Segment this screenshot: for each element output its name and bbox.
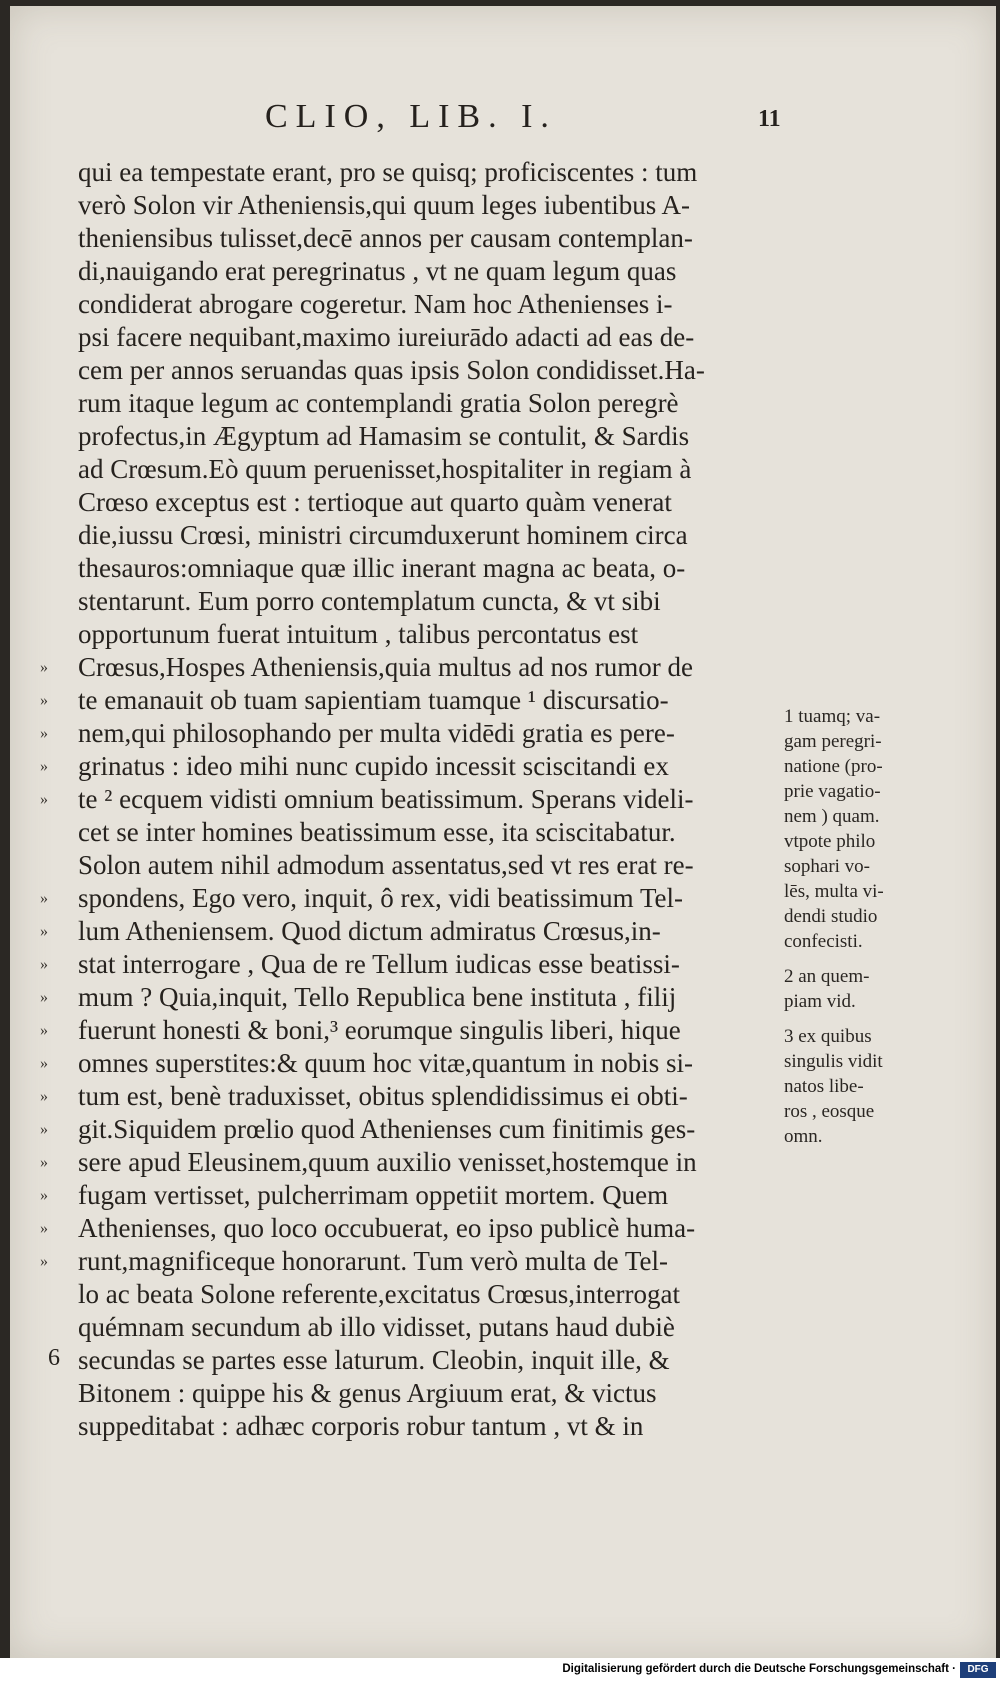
quote-mark: » <box>40 890 48 907</box>
page-number: 11 <box>758 106 781 132</box>
side-note-line: singulis vidit <box>784 1051 883 1072</box>
side-note-line: natione (pro- <box>784 756 883 777</box>
quote-mark: » <box>40 1154 48 1171</box>
quote-mark: » <box>40 1022 48 1039</box>
side-note-line: sophari vo- <box>784 856 871 877</box>
quote-mark <box>40 816 80 849</box>
side-note-line: lēs, multa vi- <box>784 881 884 902</box>
text-line: te ² ecquem vidisti omnium beatissimum. Sperans videli- <box>78 784 694 814</box>
text-line: fugam vertisset, pulcherrimam oppetiit mortem. Quem <box>78 1180 669 1210</box>
digitization-footer <box>0 1658 1000 1684</box>
quote-mark: » <box>40 692 48 709</box>
quote-mark: » <box>40 1088 48 1105</box>
text-line: te emanauit ob tuam sapientiam tuamque ¹ discursatio- <box>78 685 669 715</box>
side-note-line: omn. <box>784 1126 823 1147</box>
quote-mark: » <box>40 791 48 808</box>
text-line: runt,magnificeque honorarunt. Tum verò multa de Tel- <box>78 1246 668 1276</box>
quote-mark: » <box>40 1187 48 1204</box>
running-title: CLIO, LIB. I. <box>265 98 557 135</box>
quote-mark: » <box>40 923 48 940</box>
text-line: Bitonem : quippe his & genus Argiuum erat, & victus <box>78 1378 657 1408</box>
text-line: opportunum fuerat intuitum , talibus percontatus est <box>78 619 639 649</box>
margin-number: 6 <box>48 1345 60 1371</box>
text-line: cet se inter homines beatissimum esse, ita sciscitabatur. <box>78 817 676 847</box>
quote-mark <box>40 849 80 882</box>
side-note-line: prie vagatio- <box>784 781 881 802</box>
side-note-line: gam peregri- <box>784 731 882 752</box>
side-notes-column <box>784 704 934 1159</box>
text-line: secundas se partes esse laturum. Cleobin, inquit ille, & <box>78 1345 670 1375</box>
side-note <box>784 964 934 1014</box>
side-note-line: dendi studio <box>784 906 878 927</box>
side-note-line: natos libe- <box>784 1076 864 1097</box>
text-line: stentarunt. Eum porro contemplatum cuncta, & vt sibi <box>78 586 661 616</box>
quote-mark: » <box>40 989 48 1006</box>
quote-mark: » <box>40 725 48 742</box>
quote-mark: » <box>40 1253 48 1270</box>
text-line: theniensibus tulisset,decē annos per causam contemplan- <box>78 223 693 253</box>
side-note-line: piam vid. <box>784 991 856 1012</box>
text-line: verò Solon vir Atheniensis,qui quum leges iubentibus A- <box>78 190 690 220</box>
book-page <box>10 6 996 1658</box>
side-note <box>784 1024 934 1149</box>
text-line: spondens, Ego vero, inquit, ô rex, vidi beatissimum Tel- <box>78 883 684 913</box>
text-line: sere apud Eleusinem,quum auxilio venisset,hostemque in <box>78 1147 697 1177</box>
text-line: Crœsus,Hospes Atheniensis,quia multus ad nos rumor de <box>78 652 693 682</box>
main-text-block <box>78 156 778 1443</box>
text-line: stat interrogare , Qua de re Tellum iudicas esse beatissi- <box>78 949 680 979</box>
quote-mark: » <box>40 1121 48 1138</box>
text-line: git.Siquidem prœlio quod Athenienses cum finitimis ges- <box>78 1114 696 1144</box>
quote-mark: » <box>40 659 48 676</box>
text-line: thesauros:omniaque quæ illic inerant magna ac beata, o- <box>78 553 686 583</box>
side-note <box>784 704 934 954</box>
dfg-logo: DFG <box>960 1662 996 1678</box>
text-line: profectus,in Ægyptum ad Hamasim se contulit, & Sardis <box>78 421 690 451</box>
side-note-line: ros , eosque <box>784 1101 875 1122</box>
text-line: die,iussu Crœsi, ministri circumduxerunt hominem circa <box>78 520 688 550</box>
text-line: lum Atheniensem. Quod dictum admiratus Crœsus,in- <box>78 916 661 946</box>
funding-credit: Digitalisierung gefördert durch die Deutsche Forschungsgemeinschaft · <box>562 1663 956 1675</box>
text-line: Crœso exceptus est : tertioque aut quarto quàm venerat <box>78 487 672 517</box>
text-line: Solon autem nihil admodum assentatus,sed vt res erat re- <box>78 850 694 880</box>
text-line: nem,qui philosophando per multa vidēdi gratia es pere- <box>78 718 675 748</box>
text-line: omnes superstites:& quum hoc vitæ,quantum in nobis si- <box>78 1048 693 1078</box>
quote-mark: » <box>40 1055 48 1072</box>
text-line: grinatus : ideo mihi nunc cupido incessit sciscitandi ex <box>78 751 669 781</box>
text-line: condiderat abrogare cogeretur. Nam hoc Athenienses i- <box>78 289 673 319</box>
side-note-line: nem ) quam. <box>784 806 880 827</box>
quote-mark: » <box>40 956 48 973</box>
side-note-line: 1 tuamq; va- <box>784 706 881 727</box>
quote-mark: » <box>40 1220 48 1237</box>
text-line: ad Crœsum.Eò quum peruenisset,hospitaliter in regiam à <box>78 454 692 484</box>
side-note-line: 3 ex quibus <box>784 1026 872 1047</box>
side-note-line: 2 an quem- <box>784 966 870 987</box>
quotation-marks-column <box>40 651 80 1278</box>
text-line: lo ac beata Solone referente,excitatus Crœsus,interrogat <box>78 1279 681 1309</box>
text-line: quémnam secundum ab illo vidisset, putans haud dubiè <box>78 1312 675 1342</box>
quote-mark: » <box>40 758 48 775</box>
side-note-line: vtpote philo <box>784 831 876 852</box>
text-line: cem per annos seruandas quas ipsis Solon condidisset.Ha- <box>78 355 705 385</box>
text-line: di,nauigando erat peregrinatus , vt ne quam legum quas <box>78 256 677 286</box>
text-line: Athenienses, quo loco occubuerat, eo ipso publicè huma- <box>78 1213 696 1243</box>
text-line: mum ? Quia,inquit, Tello Republica bene instituta , filij <box>78 982 677 1012</box>
text-line: rum itaque legum ac contemplandi gratia Solon peregrè <box>78 388 679 418</box>
text-line: qui ea tempestate erant, pro se quisq; proficiscentes : tum <box>78 157 698 187</box>
text-line: fuerunt honesti & boni,³ eorumque singulis liberi, hique <box>78 1015 681 1045</box>
text-line: tum est, benè traduxisset, obitus splendidissimus ei obti- <box>78 1081 688 1111</box>
text-line: psi facere nequibant,maximo iureiurādo adacti ad eas de- <box>78 322 695 352</box>
side-note-line: confecisti. <box>784 931 863 952</box>
text-line: suppeditabat : adhæc corporis robur tantum , vt & in <box>78 1411 644 1441</box>
